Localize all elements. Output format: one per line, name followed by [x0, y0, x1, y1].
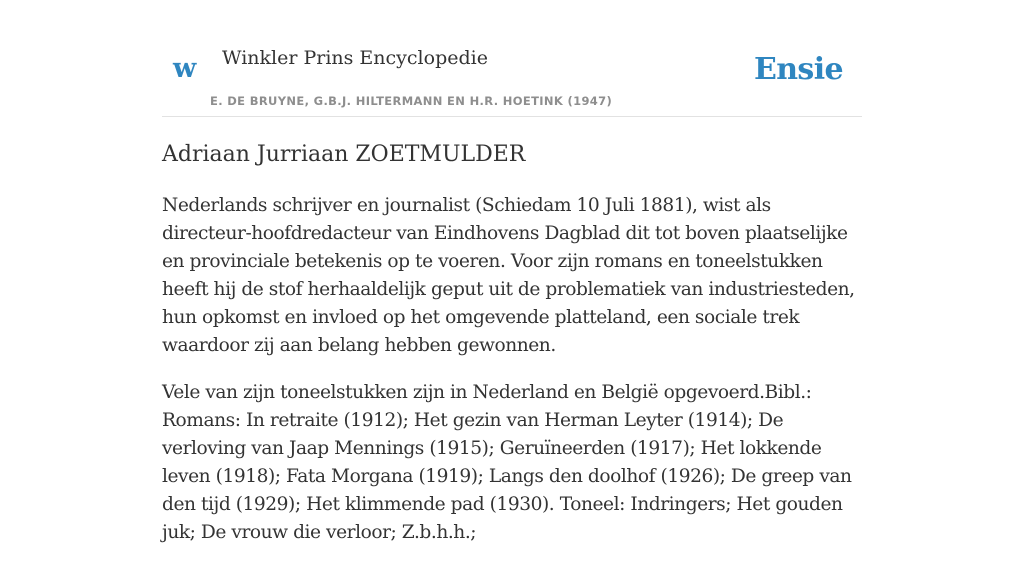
article-body: [162, 192, 862, 566]
publication-title[interactable]: Winkler Prins Encyclopedie: [222, 47, 488, 69]
article-title: Adriaan Jurriaan ZOETMULDER: [162, 142, 526, 167]
publication-authors: E. DE BRUYNE, G.B.J. HILTERMANN EN H.R. HOETINK (1947): [210, 94, 613, 108]
site-header: [162, 0, 862, 117]
ensie-logo[interactable]: Ensie: [753, 52, 843, 87]
article-paragraph: Nederlands schrijver en journalist (Schiedam 10 Juli 1881), wist als directeur-hoofdredacteur van Eindhovens Dagblad dit tot boven plaatselijke en provinciale betekenis op te voeren. Voor zijn romans en toneelstukken heeft hij de stof herhaaldelijk geput uit de problematiek van industriesteden, hun opkomst en invloed op het omgevende platteland, een sociale trek waardoor zij aan belang hebben gewonnen.: [162, 195, 855, 356]
article-paragraph: Vele van zijn toneelstukken zijn in Nederland en België opgevoerd.Bibl.: Romans: In retraite (1912); Het gezin van Herman Leyter (1914); De verloving van Jaap Mennings (1915); Geruïneerden (1917); Het lokkende leven (1918); Fata Morgana (1919); Langs den doolhof (1926); De greep van den tijd (1929); Het klimmende pad (1930). Toneel: Indringers; Het gouden juk; De vrouw die verloor; Z.b.h.h.;: [162, 382, 852, 543]
publication-logo[interactable]: w: [173, 53, 197, 84]
